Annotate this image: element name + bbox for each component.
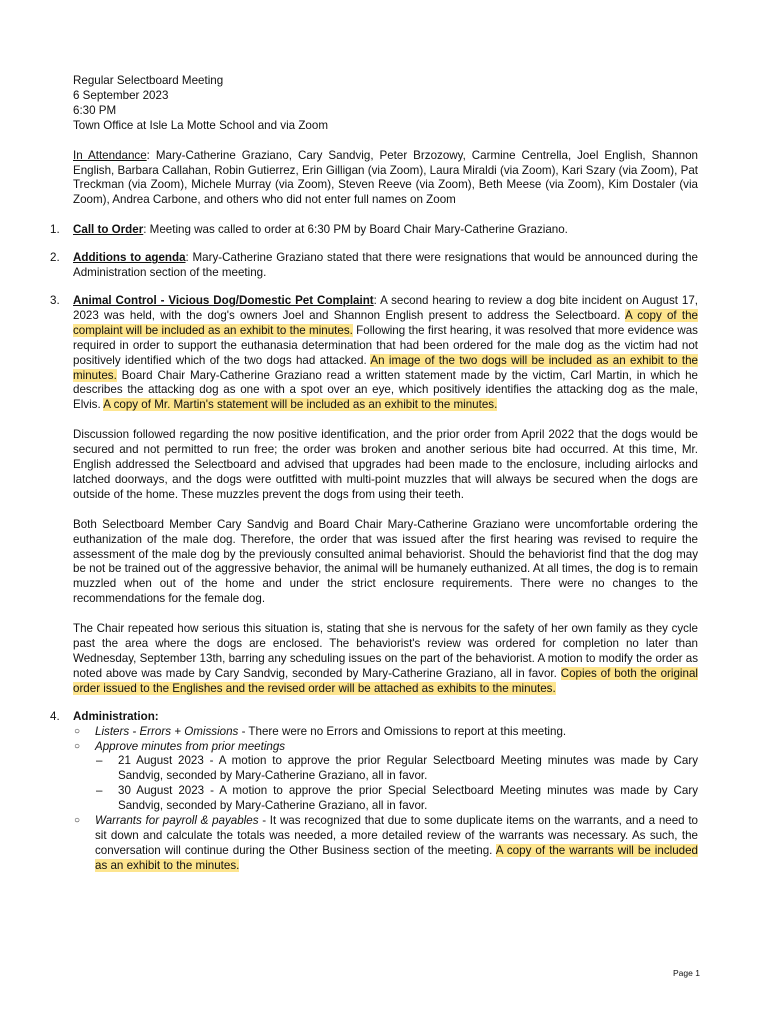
animal-control-paragraph-1: Animal Control - Vicious Dog/Domestic Pet Complaint: A second hearing to review a dog bite incident on August 17, 2023 was held, with the dog's owners Joel and Shannon English present to address the Selectboard. A copy of the complaint will be included as an exhibit to the minutes. Following the first hearing, it was resolved that more evidence was required in order to support the euthanasia determination that had been ordered for the male dog as the victim had not positively identified which of the two dogs had attacked. An image of the two dogs will be included as an exhibit to the minutes. Board Chair Mary-Catherine Graziano read a written statement made by the victim, Carl Martin, in which he describes the attacking dog as one with a spot over an eye, which positively identifies the attacking dog as the male, Elvis. A copy of Mr. Martin's statement will be included as an exhibit to the minutes. — [73, 293, 698, 412]
item-title: Animal Control - Vicious Dog/Domestic Pet Complaint — [73, 293, 374, 307]
attendance-label: In Attendance — [73, 148, 147, 162]
page-number: Page 1 — [673, 968, 700, 978]
sub-item-title: Approve minutes from prior meetings — [95, 739, 286, 753]
sub-item-listers: ○ Listers - Errors + Omissions - There were no Errors and Omissions to report at this meeting. — [74, 724, 567, 738]
dash-icon: – — [96, 754, 103, 768]
meeting-date: 6 September 2023 — [73, 88, 169, 102]
sub-item-warrants: ○ Warrants for payroll & payables - It was recognized that due to some duplicate items on the warrants, and a need to sit down and calculate the totals was needed, a more detailed review of the warrants was necessary. As such, the conversation will continue during the Other Business section of the meeting. A copy of the warrants will be included as an exhibit to the minutes. — [74, 814, 698, 872]
minutes-item-30-august: – 30 August 2023 - A motion to approve the prior Special Selectboard Meeting minutes was made by Cary Sandvig, seconded by Mary-Catherine Graziano, all in favor. — [96, 784, 698, 813]
attendance-paragraph: In Attendance: Mary-Catherine Graziano, Cary Sandvig, Peter Brzozowy, Carmine Centrella, Joel English, Shannon English, Barbara Callahan, Robin Gutierrez, Erin Gilligan (via Zoom), Laura Miraldi (via Zoom), Kari Szary (via Zoom), Pat Treckman (via Zoom), Michele Murray (via Zoom), Steven Reeve (via Zoom), Beth Meese (via Zoom), Kim Dostaler (via Zoom), Andrea Carbone, and others who did not enter full names on Zoom — [73, 148, 699, 207]
item-title: Call to Order — [73, 223, 144, 237]
animal-control-paragraph-3: Both Selectboard Member Cary Sandvig and Board Chair Mary-Catherine Graziano were uncomfortable ordering the euthanization of the male dog. Therefore, the order that was issued after the first hearing was revised to require the assessment of the male dog by the previously consulted animal behaviorist. Should the behaviorist find that the dog may be not be trained out of the aggressive behavior, the animal will be humanely euthanized. At all times, the dog is to remain muzzled when out of the home and under the strict enclosure requirements. There were no changes to the recommendations for the female dog. — [73, 517, 698, 606]
animal-control-paragraph-4: The Chair repeated how serious this situation is, stating that she is nervous for the safety of her own family as they cycle past the area where the dogs are enclosed. The behaviorist's review was ordered for completion no later than Wednesday, September 13th, barring any scheduling issues on the part of the behaviorist. A motion to modify the order as noted above was made by Cary Sandvig, seconded by Mary-Catherine Graziano, all in favor. Copies of both the original order issued to the Englishes and the revised order will be attached as exhibits to the minutes. — [73, 622, 698, 695]
bullet-icon: ○ — [74, 740, 81, 752]
meeting-title: Regular Selectboard Meeting — [73, 74, 224, 87]
meeting-header — [73, 74, 698, 134]
item-number: 3. — [50, 293, 60, 307]
exhibit-note: A copy of the warrants will be included as an exhibit to the minutes. — [95, 843, 698, 872]
attendance-list: Mary-Catherine Graziano, Cary Sandvig, Peter Brzozowy, Carmine Centrella, Joel English, Shannon English, Barbara Callahan, Robin Gutierrez, Erin Gilligan (via Zoom), Laura Miraldi (via Zoom), Kari Szary (via Zoom), Pat Treckman (via Zoom), Michele Murray (via Zoom), Steven Reeve (via Zoom), Beth Meese (via Zoom), Kim Dostaler (via Zoom), Andrea Carbone, and others who did not enter full names on Zoom — [73, 148, 699, 207]
sub-item-title: Listers - Errors + Omissions — [95, 724, 239, 738]
exhibit-note: An image of the two dogs will be included as an exhibit to the minutes. — [73, 353, 698, 382]
meeting-time: 6:30 PM — [73, 103, 117, 117]
agenda-item-animal-control — [50, 293, 698, 697]
meeting-location: Town Office at Isle La Motte School and via Zoom — [73, 118, 328, 132]
exhibit-note: A copy of the complaint will be included as an exhibit to the minutes. — [73, 308, 698, 337]
item-text: : Meeting was called to order at 6:30 PM by Board Chair Mary-Catherine Graziano. — [143, 223, 568, 237]
item-title: Additions to agenda — [73, 251, 186, 265]
agenda-item-additions — [50, 251, 698, 281]
item-number: 4. — [50, 709, 60, 723]
item-text: : Mary-Catherine Graziano stated that there were resignations that would be announced during the Administration section of the meeting. — [73, 251, 698, 280]
item-number: 2. — [50, 251, 60, 265]
dash-icon: – — [96, 784, 103, 798]
item-number: 1. — [50, 223, 60, 237]
exhibit-note: Copies of both the original order issued to the Englishes and the revised order will be attached as exhibits to the minutes. — [73, 666, 698, 695]
bullet-icon: ○ — [74, 725, 81, 737]
agenda-item-administration — [50, 709, 698, 874]
agenda-item-call-to-order — [50, 223, 698, 238]
sub-item-approve-minutes — [73, 740, 698, 755]
exhibit-note: A copy of Mr. Martin's statement will be included as an exhibit to the minutes. — [103, 398, 498, 412]
minutes-item-21-august: – 21 August 2023 - A motion to approve the prior Regular Selectboard Meeting minutes was made by Cary Sandvig, seconded by Mary-Catherine Graziano, all in favor. — [96, 754, 698, 783]
animal-control-paragraph-2: Discussion followed regarding the now positive identification, and the prior order from April 2022 that the dogs would be secured and not permitted to run free; the order was broken and another serious bite had occurred. At this time, Mr. English addressed the Selectboard and advised that upgrades had been made to the enclosure, including airlocks and latched doorways, and the dogs were outfitted with multi-point muzzles that will always be secured when the dogs are outside of the home. These muzzles prevent the dogs from using their teeth. — [73, 428, 698, 501]
sub-item-title: Warrants for payroll & payables — [95, 814, 259, 828]
bullet-icon: ○ — [74, 815, 81, 827]
document-body — [50, 74, 699, 874]
item-title: Administration: — [73, 709, 159, 723]
